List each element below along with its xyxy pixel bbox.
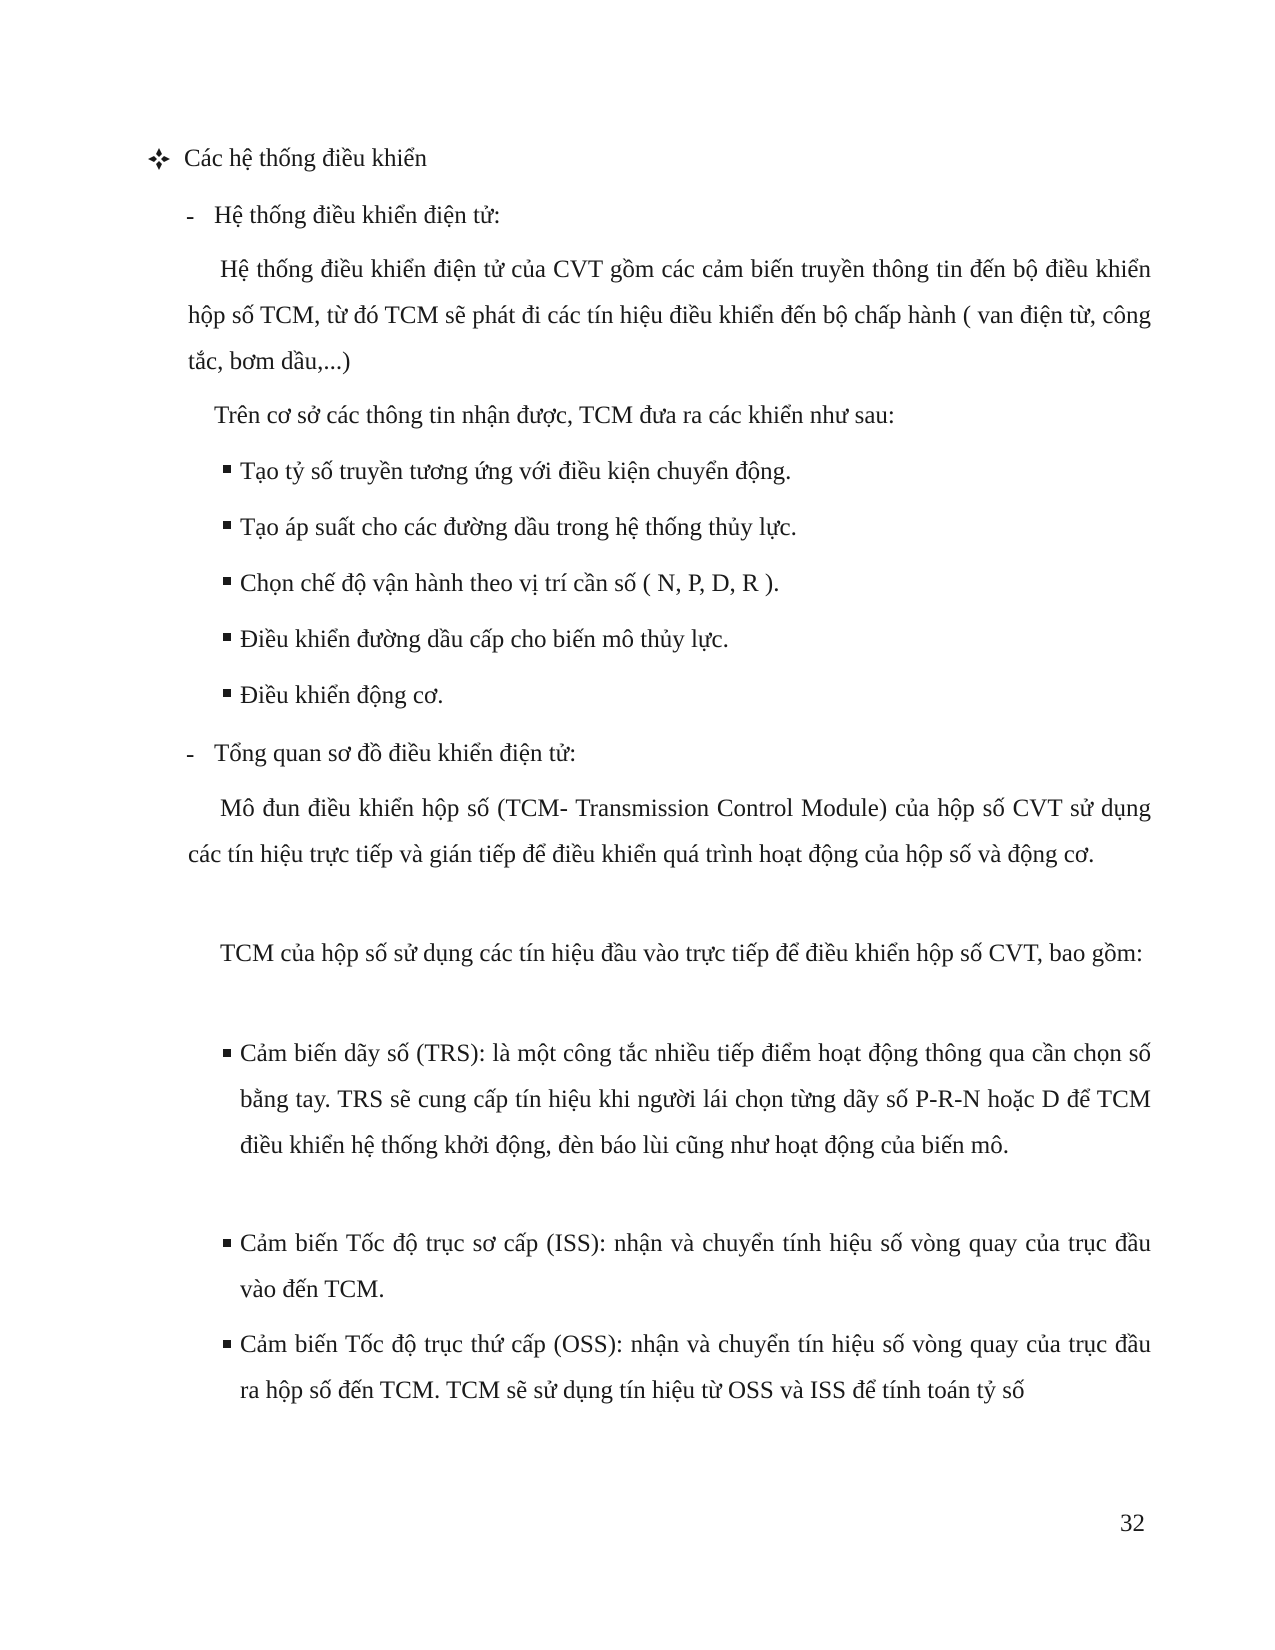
section1-title: Hệ thống điều khiển điện tử: [214, 202, 501, 229]
section2-title: Tổng quan sơ đồ điều khiển điện tử: [214, 740, 577, 767]
page-number: 32 [1120, 1510, 1145, 1537]
section2-paragraph: TCM của hộp số sử dụng các tín hiệu đầu vào trực tiếp để điều khiển hộp số CVT, bao gồm: [220, 940, 1143, 967]
list-item: Cảm biến dãy số (TRS): là một công tắc nhiều tiếp điểm hoạt động thông qua cần chọn số bằng tay. TRS sẽ cung cấp tín hiệu khi người lái chọn từng dãy số P-R-N hoặc D để TCM điều khiển hệ thống khởi động, đèn báo lùi cũng như hoạt động của biến mô. [240, 1040, 1151, 1159]
section-heading: Các hệ thống điều khiển [184, 145, 427, 172]
list-item: Cảm biến Tốc độ trục thứ cấp (OSS): nhận và chuyển tín hiệu số vòng quay của trục đầu ra hộp số đến TCM. TCM sẽ sử dụng tín hiệu từ OSS và ISS để tính toán tỷ số [240, 1331, 1151, 1404]
square-bullet-icon [222, 1048, 232, 1058]
section1-paragraph: Hệ thống điều khiển điện tử của CVT gồm các cảm biến truyền thông tin đến bộ điều khiển hộp số TCM, từ đó TCM sẽ phát đi các tín hiệu điều khiển đến bộ chấp hành ( van điện từ, công tắc, bơm dầu,...) [188, 256, 1151, 375]
list-item: Điều khiển đường dầu cấp cho biến mô thủy lực. [240, 626, 729, 653]
dash-marker: - [186, 203, 195, 230]
list-item: Tạo tỷ số truyền tương ứng với điều kiện chuyển động. [240, 458, 792, 485]
section1-intro: Trên cơ sở các thông tin nhận được, TCM đưa ra các khiển như sau: [214, 402, 895, 429]
square-bullet-icon [222, 1238, 232, 1248]
dash-marker: - [186, 741, 195, 768]
list-item: Điều khiển động cơ. [240, 682, 444, 709]
square-bullet-icon [222, 520, 232, 530]
list-item: Tạo áp suất cho các đường dầu trong hệ thống thủy lực. [240, 514, 797, 541]
list-item: Cảm biến Tốc độ trục sơ cấp (ISS): nhận và chuyển tính hiệu số vòng quay của trục đầu vào đến TCM. [240, 1230, 1151, 1303]
square-bullet-icon [222, 632, 232, 642]
list-item: Chọn chế độ vận hành theo vị trí cần số ( N, P, D, R ). [240, 570, 780, 597]
diamond-bullet-icon [147, 147, 171, 171]
section2-paragraph: Mô đun điều khiển hộp số (TCM- Transmission Control Module) của hộp số CVT sử dụng các tín hiệu trực tiếp và gián tiếp để điều khiển quá trình hoạt động của hộp số và động cơ. [188, 795, 1151, 868]
square-bullet-icon [222, 464, 232, 474]
square-bullet-icon [222, 688, 232, 698]
square-bullet-icon [222, 576, 232, 586]
square-bullet-icon [222, 1339, 232, 1349]
